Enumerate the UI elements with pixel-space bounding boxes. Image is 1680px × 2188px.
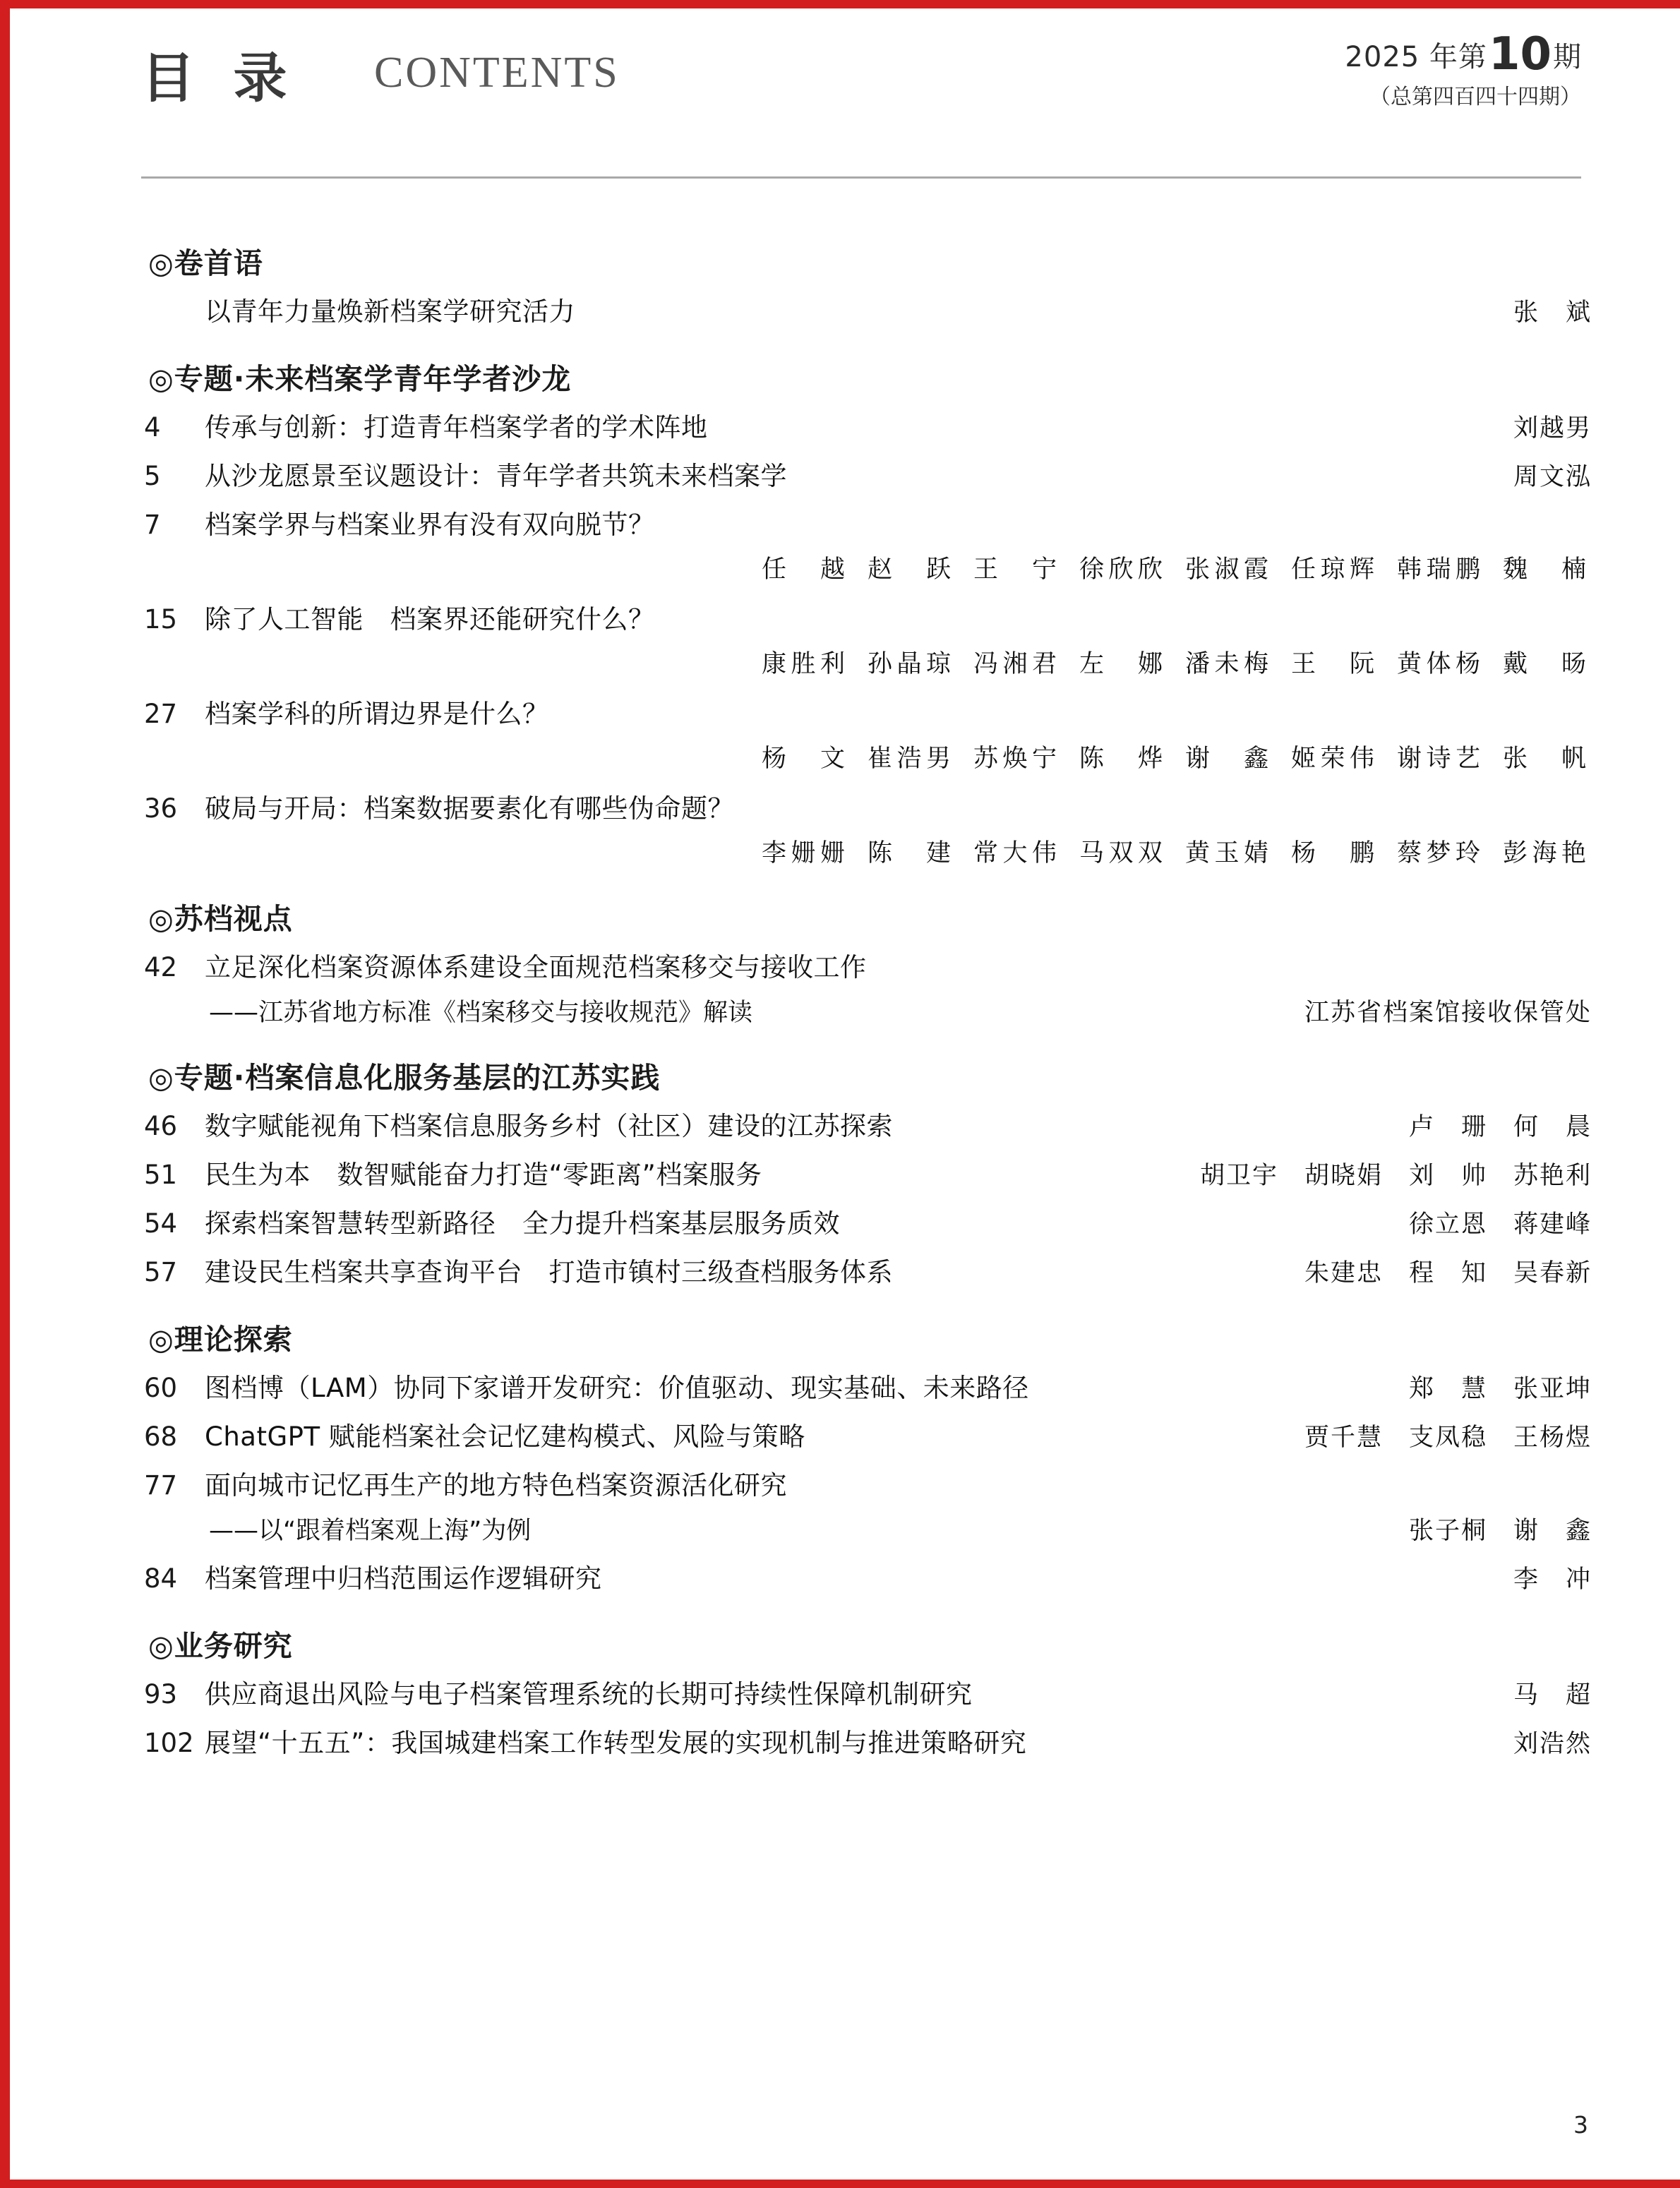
author-name: 徐欣欣 xyxy=(1079,555,1164,584)
toc-entry-author-row xyxy=(141,832,1592,874)
toc-entry-title[interactable]: 档案学界与档案业界有没有双向脱节？ xyxy=(205,510,655,540)
toc-entry-title[interactable]: 数字赋能视角下档案信息服务乡村（社区）建设的江苏探索 xyxy=(205,1111,893,1141)
author-name: 苏焕宁 xyxy=(973,745,1058,773)
toc-entry-title[interactable]: 档案学科的所谓边界是什么？ xyxy=(205,699,549,729)
toc-entry-authors: 朱建忠 程 知 吴春新 xyxy=(1304,1259,1592,1287)
author-name: 杨 文 xyxy=(762,745,846,773)
toc-entry[interactable] xyxy=(141,1415,1592,1460)
toc-entry-page: 15 xyxy=(144,604,178,635)
author-name: 马双双 xyxy=(1079,839,1164,867)
section-heading: ◎苏档视点 xyxy=(148,902,293,936)
decorative-left-border xyxy=(0,0,10,2188)
page-header xyxy=(141,21,1581,155)
toc-entry-title[interactable]: 探索档案智慧转型新路径 全力提升档案基层服务质效 xyxy=(205,1208,840,1239)
toc-entry-page: 84 xyxy=(144,1563,178,1594)
toc-entry[interactable] xyxy=(141,692,1592,736)
author-name: 潘未梅 xyxy=(1185,650,1270,678)
toc-entry[interactable] xyxy=(141,1153,1592,1198)
toc-entry-page: 93 xyxy=(144,1679,178,1709)
toc-entry-title[interactable]: ChatGPT 赋能档案社会记忆建构模式、风险与策略 xyxy=(205,1421,805,1452)
author-name: 魏 楠 xyxy=(1503,555,1588,584)
toc-entry-title[interactable]: 除了人工智能 档案界还能研究什么？ xyxy=(205,604,655,635)
author-name: 冯湘君 xyxy=(973,650,1058,678)
toc-entry-page: 77 xyxy=(144,1470,178,1501)
toc-entry-title[interactable]: 展望“十五五”：我国城建档案工作转型发展的实现机制与推进策略研究 xyxy=(205,1728,1027,1758)
toc-entry[interactable] xyxy=(141,598,1592,642)
toc-entry-page: 27 xyxy=(144,699,178,729)
toc-entry-subtitle-row xyxy=(141,992,1592,1033)
toc-entry-title[interactable]: 档案管理中归档范围运作逻辑研究 xyxy=(205,1563,602,1594)
page-title-cn: 目 录 xyxy=(141,47,297,109)
toc-entry-page: 54 xyxy=(144,1208,178,1239)
issue-unit: 期 xyxy=(1553,41,1581,73)
author-name: 李姗姗 xyxy=(762,839,846,867)
toc-entry-authors: 刘越男 xyxy=(1513,414,1592,443)
toc-entry-title[interactable]: 以青年力量焕新档案学研究活力 xyxy=(205,296,575,327)
author-name: 张淑霞 xyxy=(1185,555,1270,584)
toc-entry-page: 7 xyxy=(144,510,161,540)
toc-entry-authors: 周文泓 xyxy=(1513,463,1592,491)
toc-entry[interactable] xyxy=(141,1105,1592,1149)
toc-entry-title[interactable]: 面向城市记忆再生产的地方特色档案资源活化研究 xyxy=(205,1470,787,1501)
toc-entry-title[interactable]: 供应商退出风险与电子档案管理系统的长期可持续性保障机制研究 xyxy=(205,1679,973,1709)
author-name: 左 娜 xyxy=(1079,650,1164,678)
toc-entry[interactable] xyxy=(141,503,1592,547)
table-of-contents xyxy=(141,240,1592,1770)
author-name: 黄体杨 xyxy=(1397,650,1482,678)
toc-entry-authors: 刘浩然 xyxy=(1513,1730,1592,1758)
toc-entry-title[interactable]: 从沙龙愿景至议题设计：青年学者共筑未来档案学 xyxy=(205,461,787,491)
toc-entry-page: 102 xyxy=(144,1728,194,1758)
author-name-list xyxy=(740,832,1592,874)
author-name: 杨 鹏 xyxy=(1291,839,1376,867)
toc-entry-title[interactable]: 立足深化档案资源体系建设全面规范档案移交与接收工作 xyxy=(205,952,867,982)
toc-entry[interactable] xyxy=(141,1557,1592,1601)
author-name: 谢诗艺 xyxy=(1397,745,1482,773)
author-name: 崔浩男 xyxy=(868,745,952,773)
toc-entry-title[interactable]: 破局与开局：档案数据要素化有哪些伪命题？ xyxy=(205,793,734,824)
toc-entry-subtitle: ——以“跟着档案观上海”为例 xyxy=(209,1517,532,1545)
toc-entry-page: 60 xyxy=(144,1373,178,1403)
toc-entry-page: 68 xyxy=(144,1421,178,1452)
author-name: 蔡梦玲 xyxy=(1397,839,1482,867)
author-name: 赵 跃 xyxy=(868,555,952,584)
section-heading: ◎卷首语 xyxy=(148,246,263,280)
author-name: 康胜利 xyxy=(762,650,846,678)
author-name: 任 越 xyxy=(762,555,846,584)
toc-entry-subtitle: ——江苏省地方标准《档案移交与接收规范》解读 xyxy=(209,999,753,1027)
toc-entry-page: 36 xyxy=(144,793,178,824)
author-name-list xyxy=(740,643,1592,685)
toc-entry-authors: 马 超 xyxy=(1513,1681,1592,1709)
author-name: 姬荣伟 xyxy=(1291,745,1376,773)
toc-entry[interactable] xyxy=(141,1464,1592,1508)
toc-entry-authors: 贾千慧 支凤稳 王杨煜 xyxy=(1304,1424,1592,1452)
issue-line xyxy=(1345,28,1581,80)
author-name: 张 帆 xyxy=(1503,745,1588,773)
toc-entry-title[interactable]: 民生为本 数智赋能奋力打造“零距离”档案服务 xyxy=(205,1160,762,1190)
folio-page-number: 3 xyxy=(1573,2111,1588,2139)
author-name: 戴 旸 xyxy=(1503,650,1588,678)
toc-entry[interactable] xyxy=(141,946,1592,990)
decorative-top-border xyxy=(0,0,1680,8)
section-heading: ◎专题·未来档案学青年学者沙龙 xyxy=(148,362,572,396)
toc-entry-page: 51 xyxy=(144,1160,178,1190)
toc-entry-title[interactable]: 传承与创新：打造青年档案学者的学术阵地 xyxy=(205,412,708,443)
toc-entry[interactable] xyxy=(141,1251,1592,1295)
toc-entry-authors: 徐立恩 蒋建峰 xyxy=(1408,1210,1592,1239)
author-name: 常大伟 xyxy=(973,839,1058,867)
author-name: 黄玉婧 xyxy=(1185,839,1270,867)
author-name-list xyxy=(740,738,1592,780)
toc-entry-authors: 江苏省档案馆接收保管处 xyxy=(1304,999,1592,1027)
toc-entry-page: 46 xyxy=(144,1111,178,1141)
section-heading: ◎理论探索 xyxy=(148,1323,293,1357)
toc-entry[interactable] xyxy=(141,1721,1592,1766)
author-name: 陈 烨 xyxy=(1079,745,1164,773)
toc-entry-title[interactable]: 图档博（LAM）协同下家谱开发研究：价值驱动、现实基础、未来路径 xyxy=(205,1373,1029,1403)
toc-entry-title[interactable]: 建设民生档案共享查询平台 打造市镇村三级查档服务体系 xyxy=(205,1257,893,1287)
toc-entry-authors: 卢 珊 何 晨 xyxy=(1408,1113,1592,1141)
author-name: 谢 鑫 xyxy=(1185,745,1270,773)
section-heading: ◎专题·档案信息化服务基层的江苏实践 xyxy=(148,1061,661,1095)
toc-entry-author-row xyxy=(141,548,1592,591)
author-name: 王 宁 xyxy=(973,555,1058,584)
toc-entry[interactable] xyxy=(141,1202,1592,1246)
section-heading: ◎业务研究 xyxy=(148,1629,293,1663)
author-name: 彭海艳 xyxy=(1503,839,1588,867)
author-name: 陈 建 xyxy=(868,839,952,867)
toc-entry[interactable] xyxy=(141,1673,1592,1717)
toc-entry-author-row xyxy=(141,738,1592,780)
issue-year: 2025 年第 xyxy=(1345,41,1487,73)
toc-entry-page: 5 xyxy=(144,461,161,491)
decorative-bottom-border xyxy=(0,2180,1680,2188)
toc-entry-page: 57 xyxy=(144,1257,178,1287)
toc-entry-author-row xyxy=(141,643,1592,685)
issue-total: （总第四百四十四期） xyxy=(1369,85,1581,109)
toc-entry-authors: 张子桐 谢 鑫 xyxy=(1408,1517,1592,1545)
toc-entry-authors: 张 斌 xyxy=(1513,299,1592,327)
issue-number: 10 xyxy=(1488,28,1552,80)
author-name: 任琼辉 xyxy=(1291,555,1376,584)
toc-entry-authors: 胡卫宇 胡晓娟 刘 帅 苏艳利 xyxy=(1199,1162,1592,1190)
author-name-list xyxy=(740,548,1592,591)
page-title-en: CONTENTS xyxy=(374,49,620,97)
toc-entry[interactable] xyxy=(141,1366,1592,1411)
author-name: 王 阮 xyxy=(1291,650,1376,678)
toc-entry[interactable] xyxy=(141,455,1592,499)
toc-entry[interactable] xyxy=(141,787,1592,831)
toc-entry-page: 42 xyxy=(144,952,178,982)
toc-entry-subtitle-row xyxy=(141,1510,1592,1551)
toc-entry-page: 4 xyxy=(144,412,161,443)
author-name: 韩瑞鹏 xyxy=(1397,555,1482,584)
author-name: 孙晶琼 xyxy=(868,650,952,678)
header-divider xyxy=(141,176,1581,179)
toc-entry-authors: 李 冲 xyxy=(1513,1565,1592,1594)
toc-entry[interactable] xyxy=(141,290,1592,335)
toc-entry-authors: 郑 慧 张亚坤 xyxy=(1408,1375,1592,1403)
toc-entry[interactable] xyxy=(141,406,1592,450)
